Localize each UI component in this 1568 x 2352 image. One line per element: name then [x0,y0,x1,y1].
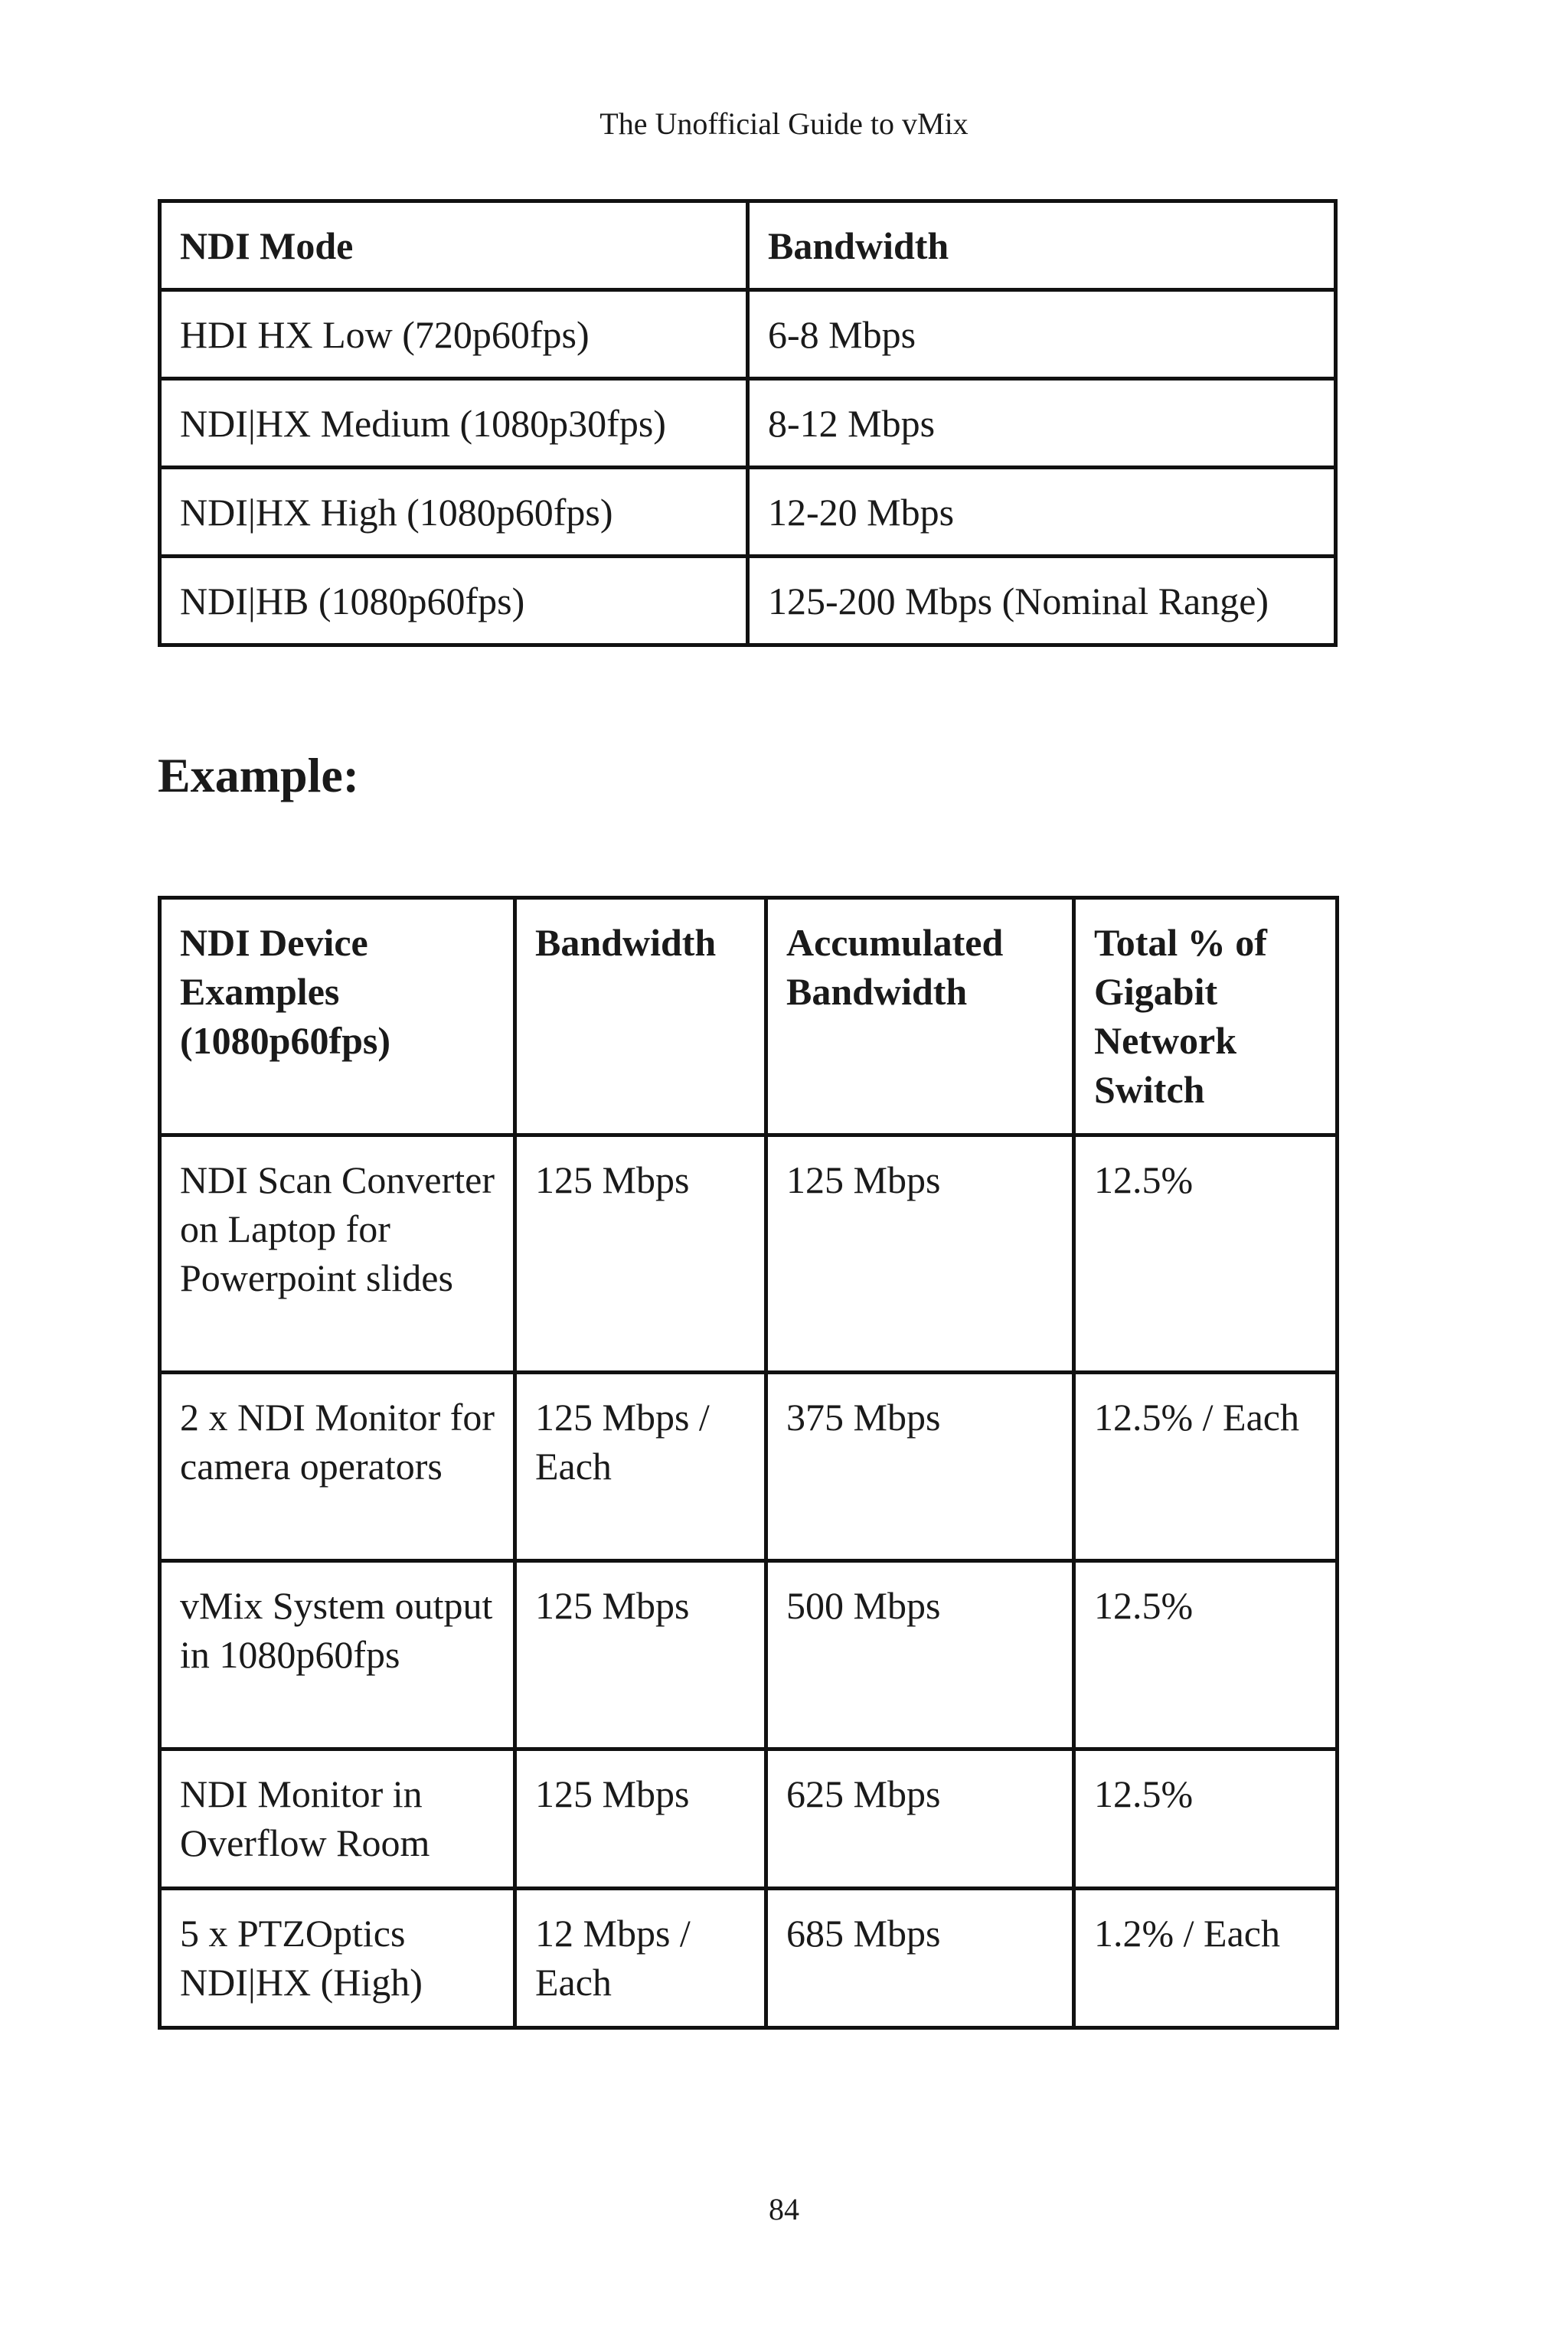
running-head: The Unofficial Guide to vMix [599,106,969,141]
table-row [160,1135,1338,1373]
table-cell: 125 Mbps [515,1135,766,1373]
table-cell: 125 Mbps [766,1135,1074,1373]
table-cell: 12.5% [1074,1135,1338,1373]
table-row [160,379,1336,468]
table-cell: 500 Mbps [766,1561,1074,1749]
table-cell: 12.5% [1074,1749,1338,1889]
example-heading: Example: [158,748,360,802]
table-cell: 125-200 Mbps (Nominal Range) [748,557,1336,645]
table-cell: 12-20 Mbps [748,468,1336,557]
table-row [160,1749,1338,1889]
table-row [160,557,1336,645]
table-cell: 375 Mbps [766,1373,1074,1561]
column-header: NDI Device Examples (1080p60fps) [160,898,515,1135]
column-header: Bandwidth [748,201,1336,290]
table-cell: NDI|HX High (1080p60fps) [160,468,748,557]
column-header: Accumulated Bandwidth [766,898,1074,1135]
table-cell: 8-12 Mbps [748,379,1336,468]
table-cell: NDI|HX Medium (1080p30fps) [160,379,748,468]
table-cell: vMix System output in 1080p60fps [160,1561,515,1749]
table-cell: 125 Mbps [515,1561,766,1749]
table-cell: 125 Mbps [515,1749,766,1889]
page-number: 84 [769,2192,799,2226]
table-cell: 625 Mbps [766,1749,1074,1889]
table-cell: NDI Scan Converter on Laptop for Powerpoint slides [160,1135,515,1373]
table-row [160,1561,1338,1749]
table-row [160,290,1336,379]
table-cell: HDI HX Low (720p60fps) [160,290,748,379]
table-cell: 125 Mbps / Each [515,1373,766,1561]
table-header-row [160,201,1336,290]
table-cell: 12.5% [1074,1561,1338,1749]
table-row [160,468,1336,557]
table-cell: 2 x NDI Monitor for camera operators [160,1373,515,1561]
column-header: NDI Mode [160,201,748,290]
table-cell: NDI Monitor in Overflow Room [160,1749,515,1889]
table-cell: 12 Mbps / Each [515,1889,766,2028]
column-header: Bandwidth [515,898,766,1135]
table-header-row [160,898,1338,1135]
table-row [160,1889,1338,2028]
table-cell: 5 x PTZOptics NDI|HX (High) [160,1889,515,2028]
column-header: Total % of Gigabit Network Switch [1074,898,1338,1135]
table-cell: NDI|HB (1080p60fps) [160,557,748,645]
table-cell: 685 Mbps [766,1889,1074,2028]
table-row [160,1373,1338,1561]
table-cell: 6-8 Mbps [748,290,1336,379]
table-cell: 1.2% / Each [1074,1889,1338,2028]
ndi-mode-table [158,199,1338,647]
ndi-device-table [158,896,1339,2030]
table-cell: 12.5% / Each [1074,1373,1338,1561]
